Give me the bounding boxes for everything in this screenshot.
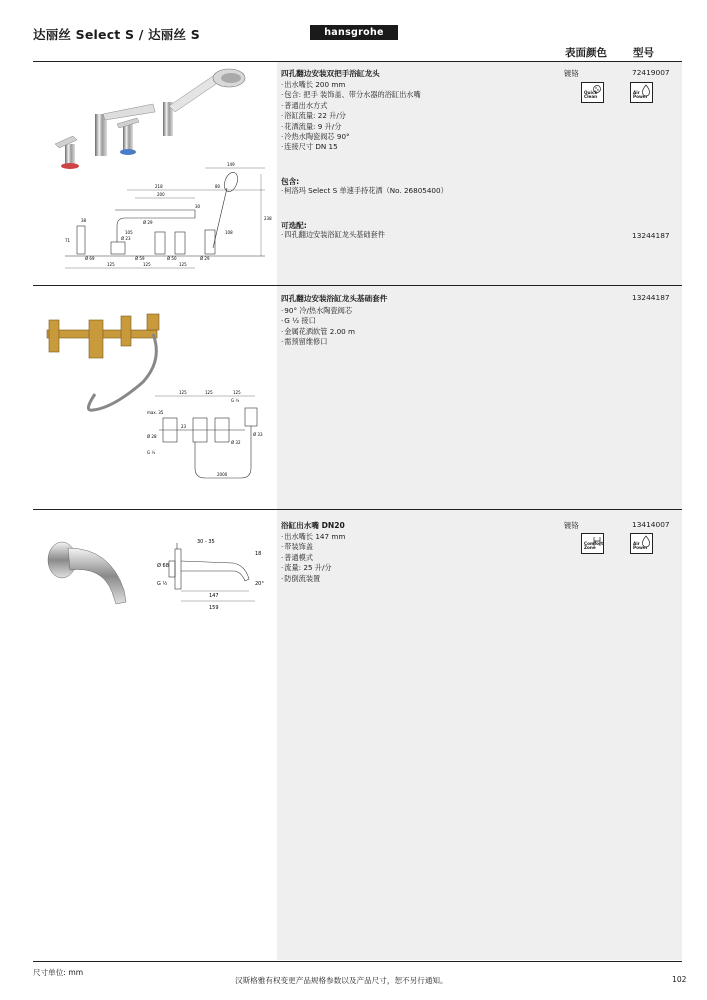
- dim-g12: G ½: [157, 581, 168, 587]
- feature-item: · 冷热水陶瓷阀芯 90°: [281, 132, 551, 142]
- badge-label: Air Power: [633, 540, 648, 551]
- dim-29: Ø 29: [143, 220, 153, 225]
- feature-item: · 流量: 25 升/分: [281, 563, 551, 573]
- dim-149: 149: [227, 162, 235, 167]
- finish-value: 镀铬: [564, 69, 579, 78]
- dim-238: 238: [264, 216, 272, 221]
- dim-159: 159: [209, 605, 219, 611]
- dim-30: 30: [195, 204, 201, 209]
- feature-item: · 普通模式: [281, 553, 551, 563]
- optional-list: [281, 230, 551, 240]
- page-title: 达丽丝 Select S / 达丽丝 S: [33, 27, 200, 42]
- dim-125a: 125: [179, 390, 187, 395]
- divider: [33, 509, 682, 510]
- unit-note: 尺寸单位: mm: [33, 968, 84, 977]
- air-power-badge: [630, 533, 653, 554]
- finish-value: 镀铬: [564, 521, 579, 530]
- product-title: 四孔翻边安装浴缸龙头基础套件: [281, 294, 388, 303]
- optional-heading: 可选配:: [281, 221, 307, 230]
- column-header-finish: 表面颜色: [565, 47, 607, 59]
- feature-list: [281, 532, 551, 584]
- dim-125a: 125: [107, 262, 115, 267]
- included-list: [281, 186, 551, 196]
- dim-18: 18: [255, 551, 262, 557]
- model-number: 72419007: [632, 68, 670, 77]
- dim-max: max. 35: [147, 410, 164, 415]
- dim-59: Ø 59: [135, 256, 145, 261]
- feature-item: · 出水嘴长 200 mm: [281, 80, 551, 90]
- dim-108: 108: [225, 230, 233, 235]
- badge-label: Comfort Zone: [584, 540, 604, 551]
- spout-technical-drawing: [155, 535, 273, 625]
- model-number: 13244187: [632, 293, 670, 302]
- dim-33: Ø 33: [253, 432, 263, 437]
- dim-69: Ø 69: [85, 256, 95, 261]
- feature-item: · 连接尺寸 DN 15: [281, 142, 551, 152]
- divider: [33, 285, 682, 286]
- feature-item: · G ½ 接口: [281, 316, 551, 326]
- spout-product-image: [40, 530, 140, 615]
- feature-item: · 90° 冷/热水陶瓷阀芯: [281, 306, 551, 316]
- product-title: 浴缸出水嘴 DN20: [281, 521, 345, 530]
- dim-125c: 125: [179, 262, 187, 267]
- dim-g12: G ½: [231, 398, 240, 403]
- dim-50: Ø 50: [167, 256, 177, 261]
- air-power-badge: [630, 82, 653, 103]
- divider: [33, 961, 682, 962]
- feature-item: · 花洒流量: 9 升/分: [281, 122, 551, 132]
- dim-147: 147: [209, 593, 219, 599]
- feature-item: · 普通出水方式: [281, 101, 551, 111]
- dim-125b: 125: [205, 390, 213, 395]
- dim-2000: 2000: [217, 472, 228, 477]
- feature-list: [281, 80, 551, 153]
- comfort-zone-badge: [581, 533, 604, 554]
- feature-item: · 金属花洒软管 2.00 m: [281, 327, 551, 337]
- feature-item: · 需预留维修口: [281, 337, 551, 347]
- dim-68: Ø 68: [157, 563, 169, 569]
- feature-item: · 包含: 把手 装饰盖、带分水器的浴缸出水嘴: [281, 90, 551, 100]
- text-column-background: [277, 62, 682, 960]
- dim-125b: 125: [143, 262, 151, 267]
- dim-23: 23: [181, 424, 187, 429]
- badge-label: Air Power: [633, 89, 648, 100]
- column-header-model: 型号: [633, 47, 654, 59]
- dim-29b: Ø 29: [200, 256, 210, 261]
- dim-23: Ø 23: [121, 236, 131, 241]
- dim-200: 200: [157, 192, 165, 197]
- dim-80: 80: [215, 184, 221, 189]
- dim-218: 218: [155, 184, 163, 189]
- brand-logo: hansgrohe: [310, 25, 398, 40]
- feature-item: · 防倒流装置: [281, 574, 551, 584]
- dim-125c: 125: [233, 390, 241, 395]
- product-title: 四孔翻边安装双把手浴缸龙头: [281, 69, 380, 78]
- optional-item: · 四孔翻边安装浴缸龙头基础套件: [281, 230, 551, 240]
- dim-28: Ø 28: [147, 434, 157, 439]
- optional-model-number: 13244187: [632, 231, 670, 240]
- faucet-technical-drawing: [55, 160, 275, 275]
- dim-32: Ø 32: [231, 440, 241, 445]
- dim-30-35: 30 - 35: [197, 539, 215, 545]
- feature-item: · 浴缸流量: 22 升/分: [281, 111, 551, 121]
- badge-label: Quick Clean: [584, 89, 598, 100]
- feature-list: [281, 306, 551, 348]
- dim-20: 20°: [255, 581, 264, 587]
- disclaimer: 汉斯格雅有权变更产品规格参数以及产品尺寸，恕不另行通知。: [235, 976, 448, 985]
- page-number: 102: [672, 975, 687, 984]
- dim-105: 105: [125, 230, 133, 235]
- dim-71: 71: [65, 238, 71, 243]
- base-set-technical-drawing: [145, 388, 270, 484]
- feature-item: · 带装饰盖: [281, 542, 551, 552]
- quick-clean-badge: [581, 82, 604, 103]
- dim-g12b: G ½: [147, 450, 156, 455]
- dim-38: 38: [81, 218, 87, 223]
- included-item: · 柯洛玛 Select S 单速手持花洒（No. 26805400）: [281, 186, 551, 196]
- feature-item: · 出水嘴长 147 mm: [281, 532, 551, 542]
- model-number: 13414007: [632, 520, 670, 529]
- included-heading: 包含:: [281, 177, 300, 186]
